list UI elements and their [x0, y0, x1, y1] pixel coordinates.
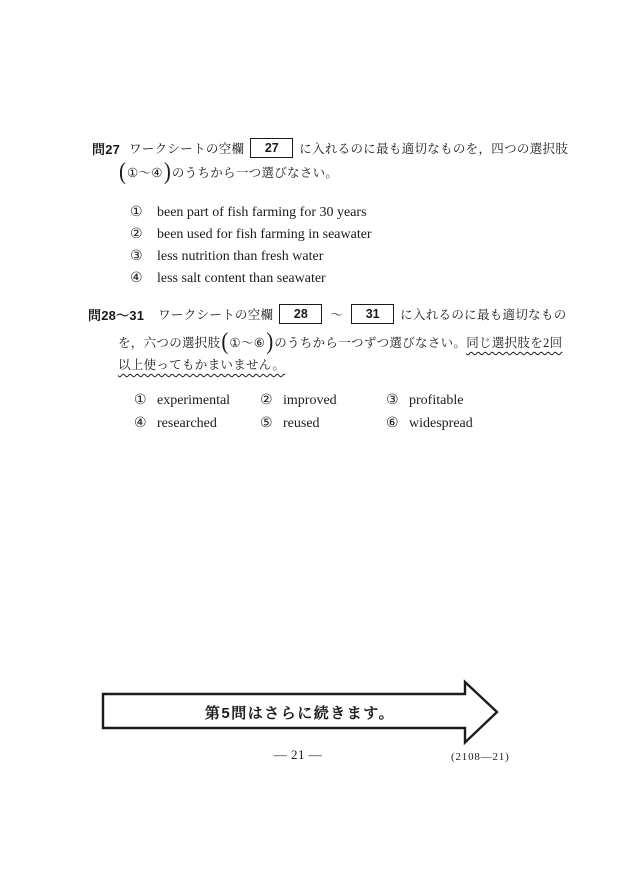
- choice-number-icon: ⑥: [386, 415, 399, 431]
- option-text: experimental: [157, 393, 231, 408]
- q28-31-note-wavy-part2: 以上使ってもかまいません。: [118, 358, 286, 372]
- q27-instruction-line2: [118, 156, 339, 185]
- choice-number-icon: ⑤: [260, 415, 273, 431]
- q27-choice-2: [130, 226, 372, 248]
- option-text: widespread: [409, 416, 473, 431]
- page-number: — 21 —: [273, 747, 323, 762]
- q28-31-note-wavy-part1: 同じ選択肢を2回: [466, 336, 563, 350]
- q28-31-post-box-text: に入れるのに最も適切なもの: [400, 308, 567, 322]
- booklet-code: (2108—21): [451, 751, 510, 763]
- q28-31-instruction-line3: [118, 352, 285, 376]
- q27-choices: [130, 204, 372, 292]
- q27-post-box-text: に入れるのに最も適切なものを，四つの選択肢: [299, 142, 569, 156]
- q27-choice-4: [130, 270, 372, 292]
- open-paren: (: [221, 326, 229, 355]
- option-5: [260, 415, 386, 435]
- banner-text: 第5問はさらに続きます。: [204, 705, 396, 722]
- q27-label: 問27: [92, 141, 121, 157]
- q28-31-options: [134, 392, 473, 435]
- option-text: profitable: [409, 393, 464, 408]
- choice-number-icon: ②: [130, 226, 143, 242]
- choice-number-icon: ①: [130, 204, 143, 220]
- q28-31-instruction-line2: [118, 326, 563, 355]
- choice-number-icon: ④: [134, 415, 147, 431]
- option-4: [134, 415, 260, 435]
- choice-number-icon: ④: [130, 270, 143, 286]
- q28-31-pre-box-text: ワークシートの空欄: [158, 308, 274, 322]
- choice-text: been part of fish farming for 30 years: [157, 205, 367, 220]
- continuation-banner: [95, 676, 507, 748]
- option-2: [260, 392, 386, 412]
- range-tilde: ～: [330, 308, 344, 322]
- q28-blank-box: 28: [279, 304, 322, 324]
- q27-choice-1: [130, 204, 372, 226]
- close-paren: ): [163, 156, 171, 185]
- choice-number-icon: ③: [386, 392, 399, 408]
- option-text: researched: [157, 416, 217, 431]
- choice-number-icon: ②: [260, 392, 273, 408]
- q27-choice-3: [130, 248, 372, 270]
- choice-text: less nutrition than fresh water: [157, 249, 324, 264]
- q31-blank-box: 31: [351, 304, 394, 324]
- close-paren: ): [266, 326, 274, 355]
- option-6: [386, 415, 473, 435]
- q28-31-line2-mid: のうちから一つずつ選びなさい。: [274, 336, 467, 350]
- q28-31-label: 問28～31: [88, 307, 145, 323]
- q28-31-line2-pre: を，六つの選択肢: [118, 336, 221, 350]
- q28-31-choice-range: ①～⑥: [229, 336, 266, 350]
- q27-instruction-tail: のうちから一つ選びなさい。: [171, 166, 339, 180]
- q27-pre-box-text: ワークシートの空欄: [129, 142, 245, 156]
- q28-31-instruction-line1: [88, 302, 567, 326]
- choice-number-icon: ①: [134, 392, 147, 408]
- option-text: reused: [283, 416, 320, 431]
- option-text: improved: [283, 393, 337, 408]
- option-1: [134, 392, 260, 412]
- q27-choice-range: ①～④: [127, 166, 163, 180]
- open-paren: (: [119, 156, 126, 185]
- choice-number-icon: ③: [130, 248, 143, 264]
- q27-blank-box: 27: [250, 138, 293, 158]
- choice-text: been used for fish farming in seawater: [157, 227, 372, 242]
- choice-text: less salt content than seawater: [157, 271, 326, 286]
- option-3: [386, 392, 473, 412]
